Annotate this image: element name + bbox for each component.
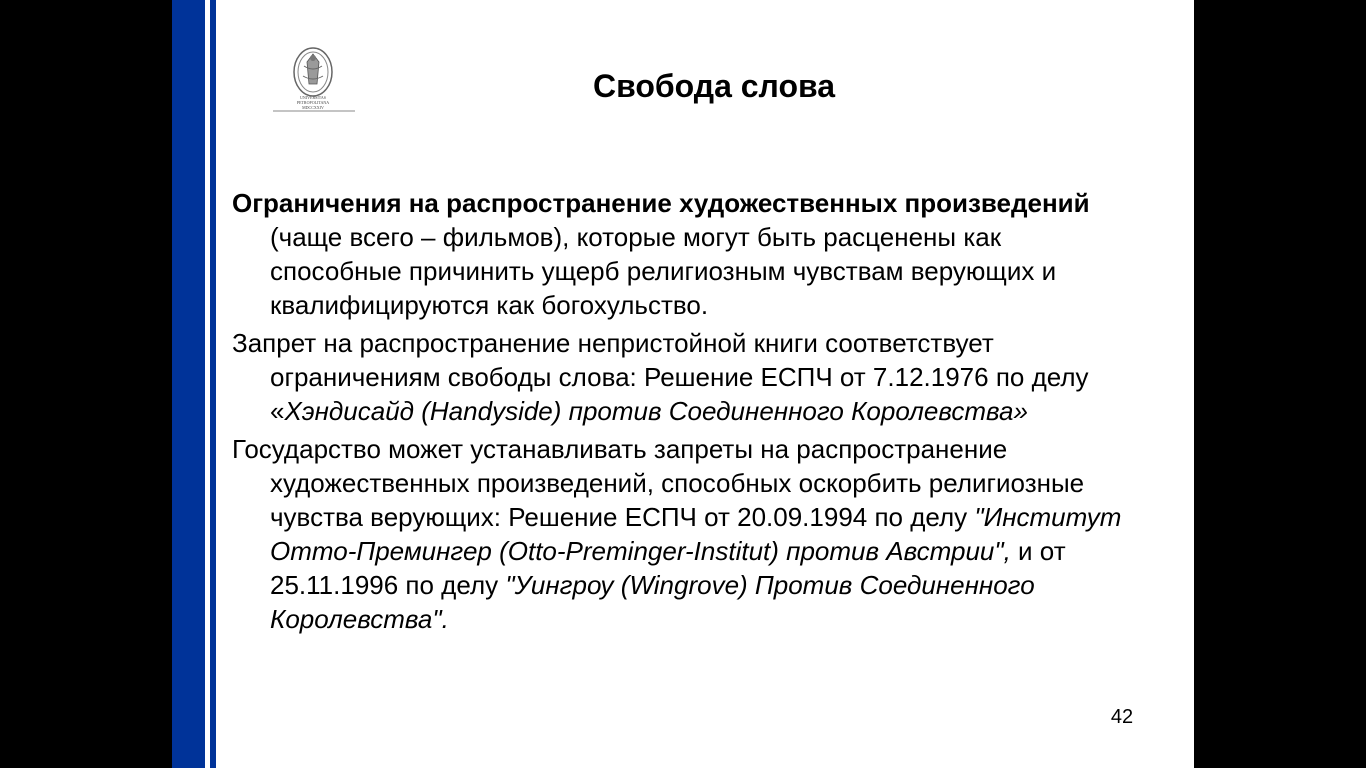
- university-seal-logo: [273, 42, 355, 112]
- paragraph-2-text: Запрет на распространение непристойной книги соответствует ограничениям свободы слова: Решение ЕСПЧ от 7.12.1976 по делу «: [232, 328, 1089, 426]
- left-blue-bar: [172, 0, 205, 768]
- paragraph-3-text: Государство может устанавливать запреты на распространение художественных произведений, способных оскорбить религиозные чувства верующих: Решение ЕСПЧ от 20.09.1994 по делу: [232, 434, 1085, 532]
- paragraph-1-text: (чаще всего – фильмов), которые могут быть расценены как способные причинить ущерб религиозным чувствам верующих и квалифицируются как богохульство.: [270, 222, 1057, 320]
- slide-title: Свобода слова: [592, 68, 836, 104]
- paragraph-3-text-2: и от 25.11.1996 по делу: [270, 536, 1066, 600]
- paragraph-1: [232, 186, 1132, 322]
- logo-text-line-3: MDCCXXIV: [302, 105, 324, 110]
- paragraph-3-italic-2: "Уингроу (Wingrove) Против Соединенного Королевства".: [270, 570, 1035, 634]
- paragraph-2-italic: Хэндисайд (Handyside) против Соединенного Королевства»: [284, 396, 1028, 426]
- presentation-slide: [172, 0, 1194, 768]
- paragraph-2: [232, 326, 1132, 428]
- page-number: 42: [1110, 706, 1134, 728]
- slide-body: [232, 186, 1132, 640]
- left-blue-line: [210, 0, 216, 768]
- paragraph-3: [232, 432, 1132, 636]
- seal-icon: [273, 42, 355, 112]
- paragraph-1-bold: Ограничения на распространение художественных произведений: [232, 188, 1090, 218]
- logo-text-line-2: PETROPOLITANA: [296, 100, 330, 105]
- logo-text-line-1: UNIVERSITAS: [300, 95, 326, 100]
- paragraph-3-italic: "Институт Отто-Премингер (Otto-Preminger-Institut) против Австрии",: [270, 502, 1122, 566]
